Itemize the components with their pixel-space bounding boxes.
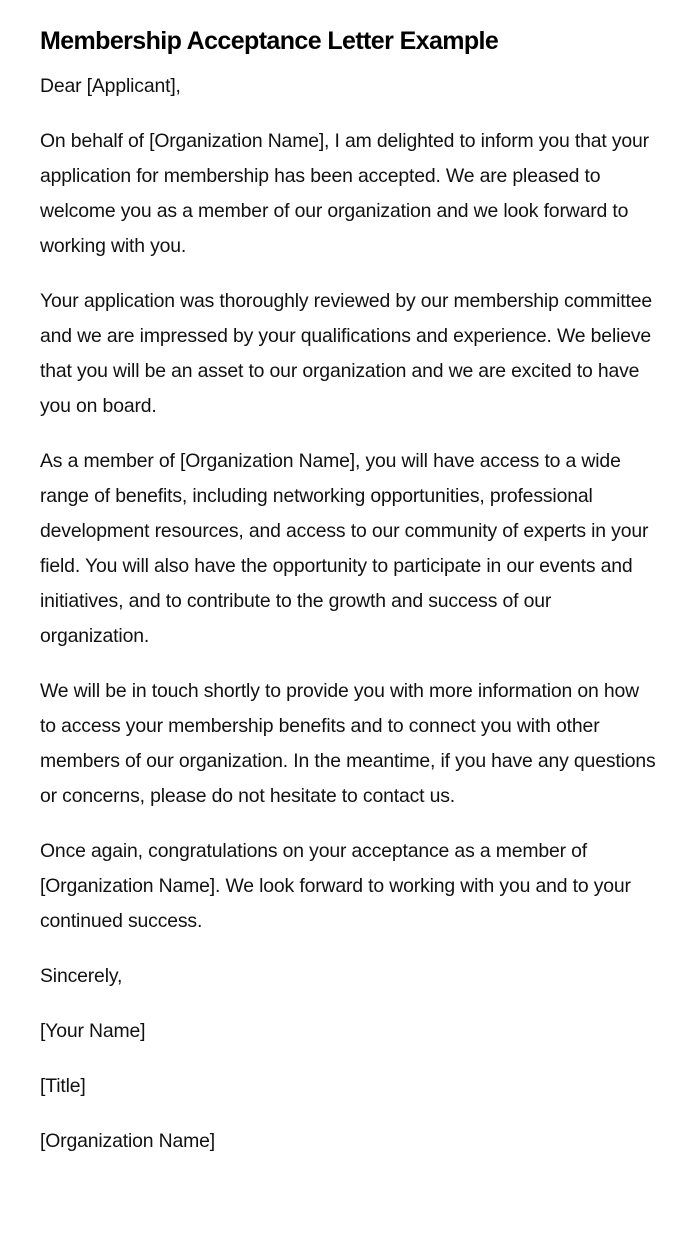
paragraph-intro: On behalf of [Organization Name], I am delighted to inform you that your application for membership has been accepted. We are pleased to welcome you as a member of our organization and we look forward to working with you.: [40, 130, 649, 257]
signature-name: [Your Name]: [40, 1020, 146, 1042]
paragraph-next-steps: We will be in touch shortly to provide you with more information on how to access your membership benefits and to connect you with other members of our organization. In the meantime, if you have any questions or concerns, please do not hesitate to contact us.: [40, 680, 656, 807]
signature-organization: [Organization Name]: [40, 1130, 215, 1152]
signature-title: [Title]: [40, 1075, 86, 1097]
paragraph-congratulations: Once again, congratulations on your acceptance as a member of [Organization Name]. We look forward to working with you and to your continued success.: [40, 840, 631, 932]
paragraph-review: Your application was thoroughly reviewed by our membership committee and we are impressed by your qualifications and experience. We believe that you will be an asset to our organization and we are excited to have you on board.: [40, 290, 653, 417]
closing: Sincerely,: [40, 965, 123, 987]
paragraph-benefits: As a member of [Organization Name], you will have access to a wide range of benefits, including networking opportunities, professional development resources, and access to our community of experts in your field. You will also have the opportunity to participate in our events and initiatives, and to contribute to the growth and success of our organization.: [40, 450, 649, 647]
page-title: Membership Acceptance Letter Example: [40, 27, 499, 55]
salutation: Dear [Applicant],: [40, 75, 181, 97]
